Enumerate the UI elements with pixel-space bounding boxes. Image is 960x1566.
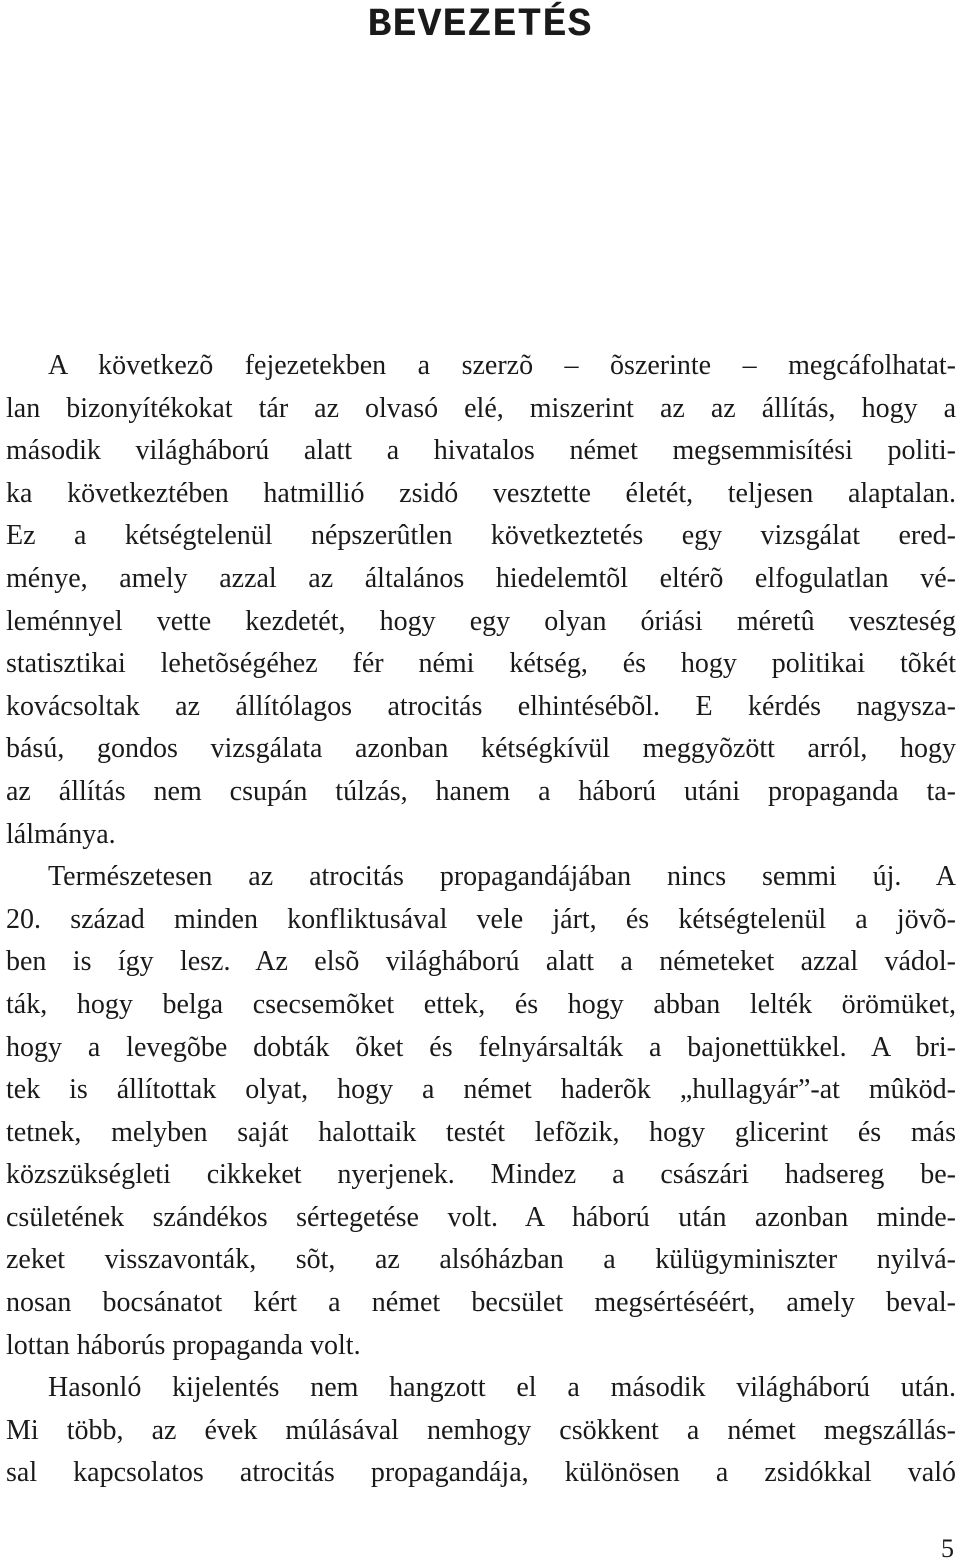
text-line: tek is állítottak olyat, hogy a német haderõk „hullagyár”-at mûköd- [6, 1074, 956, 1106]
text-line: A következõ fejezetekben a szerzõ – õszerinte – megcáfolhatat- [48, 350, 956, 381]
text-line: lálmánya. [6, 818, 116, 850]
body-text [6, 345, 956, 1495]
text-line: Természetesen az atrocitás propagandájában nincs semmi új. A [48, 861, 956, 893]
text-line: tetnek, melyben saját halottaik testét lefõzik, hogy glicerint és más [6, 1116, 956, 1148]
text-line: az állítás nem csupán túlzás, hanem a háború utáni propaganda ta- [6, 775, 956, 807]
text-line: sal kapcsolatos atrocitás propagandája, különösen a zsidókkal való [6, 1457, 956, 1489]
text-line: bású, gondos vizsgálata azonban kétségkívül meggyõzött arról, hogy [6, 733, 956, 765]
page-title: BEVEZETÉS [367, 3, 593, 48]
text-line: leménnyel vette kezdetét, hogy egy olyan óriási méretû veszteség [6, 605, 956, 637]
text-line: Ez a kétségtelenül népszerûtlen következtetés egy vizsgálat ered- [6, 520, 956, 552]
text-line: ménye, amely azzal az általános hiedelemtõl eltérõ elfogulatlan vé- [6, 562, 956, 594]
text-line: ka következtében hatmillió zsidó vesztette életét, teljesen alaptalan. [6, 477, 956, 509]
text-line: ták, hogy belga csecsemõket ettek, és hogy abban lelték örömüket, [6, 988, 956, 1020]
text-line: zeket visszavonták, sõt, az alsóházban a külügyminiszter nyilvá- [6, 1244, 956, 1276]
text-line: Mi több, az évek múlásával nemhogy csökkent a német megszállás- [6, 1414, 956, 1446]
text-line: statisztikai lehetõségéhez fér némi kétség, és hogy politikai tõkét [6, 648, 956, 680]
page-number: 5 [941, 1534, 954, 1563]
text-line: hogy a levegõbe dobták õket és felnyársalták a bajonettükkel. A bri- [6, 1031, 956, 1063]
text-line: lan bizonyítékokat tár az olvasó elé, miszerint az az állítás, hogy a [6, 392, 956, 424]
text-line: kovácsoltak az állítólagos atrocitás elhintésébõl. E kérdés nagysza- [6, 690, 956, 722]
text-line: Hasonló kijelentés nem hangzott el a második világháború után. [48, 1372, 956, 1404]
text-line: csületének szándékos sértegetése volt. A háború után azonban minde- [6, 1201, 956, 1233]
text-line: második világháború alatt a hivatalos német megsemmisítési politi- [6, 435, 956, 467]
text-line: lottan háborús propaganda volt. [6, 1329, 361, 1361]
text-line: ben is így lesz. Az elsõ világháború alatt a németeket azzal vádol- [6, 946, 956, 978]
text-line: nosan bocsánatot kért a német becsület megsértéséért, amely beval- [6, 1287, 956, 1319]
text-line: közszükségleti cikkeket nyerjenek. Mindez a császári hadsereg be- [6, 1159, 956, 1191]
text-line: 20. század minden konfliktusával vele járt, és kétségtelenül a jövõ- [6, 903, 956, 935]
